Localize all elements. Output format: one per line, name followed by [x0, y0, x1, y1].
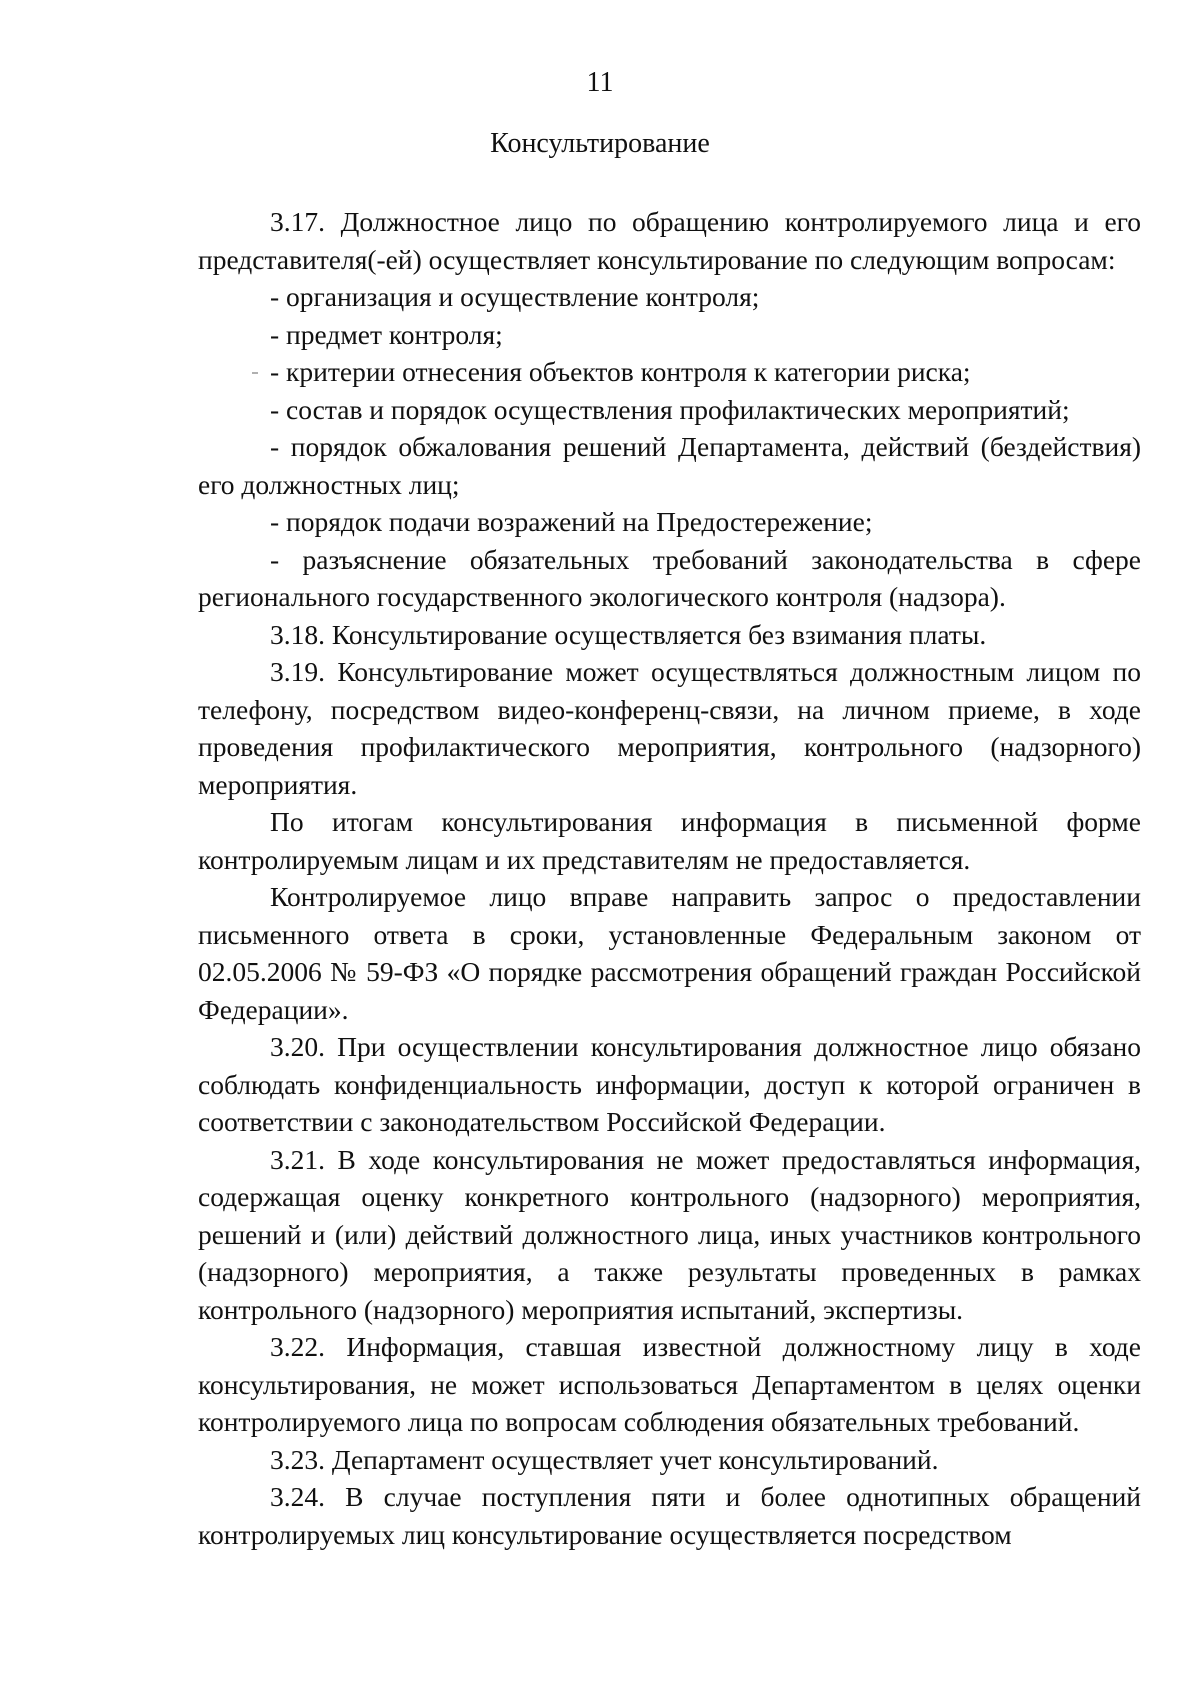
paragraph-3-21: 3.21. В ходе консультирования не может предоставляться информация, содержащая оценку конкретного контрольного (надзорного) мероприятия, решений и (или) действий должностного лица, иных участников контрольного (надзорного) мероприятия, а также результаты проведенных в рамках контрольного (надзорного) мероприятия испытаний, экспертизы.	[198, 1143, 1141, 1325]
paragraph-3-24: 3.24. В случае поступления пяти и более однотипных обращений контролируемых лиц консультирование осуществляется посредством	[198, 1481, 1141, 1550]
list-item: - разъяснение обязательных требований законодательства в сфере регионального государственного экологического контроля (надзора).	[198, 543, 1141, 612]
list-item: - состав и порядок осуществления профилактических мероприятий;	[270, 393, 1070, 425]
document-body	[198, 203, 1141, 1553]
paragraph-3-20: 3.20. При осуществлении консультирования должностное лицо обязано соблюдать конфиденциальность информации, доступ к которой ограничен в соответствии с законодательством Российской Федерации.	[198, 1031, 1141, 1137]
paragraph-3-23: 3.23. Департамент осуществляет учет консультирований.	[270, 1443, 939, 1475]
list-item: - порядок подачи возражений на Предостережение;	[270, 506, 873, 537]
list-item: - предмет контроля;	[270, 318, 503, 350]
paragraph-3-22: 3.22. Информация, ставшая известной должностному лицу в ходе консультирования, не может использоваться Департаментом в целях оценки контролируемого лица по вопросам соблюдения обязательных требований.	[198, 1331, 1141, 1437]
paragraph-3-19: 3.19. Консультирование может осуществляться должностным лицом по телефону, посредством видео-конференц-связи, на личном приеме, в ходе проведения профилактического мероприятия, контрольного (надзорного) мероприятия.	[198, 656, 1141, 800]
section-title: Консультирование	[490, 128, 710, 159]
paragraph-3-17: 3.17. Должностное лицо по обращению контролируемого лица и его представителя(-ей) осуществляет консультирование по следующим вопросам:	[198, 206, 1141, 275]
paragraph-3-18: 3.18. Консультирование осуществляется без взимания платы.	[270, 618, 987, 650]
list-item: - организация и осуществление контроля;	[270, 281, 760, 312]
list-item: - критерии отнесения объектов контроля к категории риска;	[270, 356, 971, 387]
paragraph: Контролируемое лицо вправе направить запрос о предоставлении письменного ответа в сроки, установленные Федеральным законом от 02.05.2006 № 59-ФЗ «О порядке рассмотрения обращений граждан Российской Федерации».	[198, 881, 1141, 1025]
paragraph: По итогам консультирования информация в письменной форме контролируемым лицам и их представителям не предоставляется.	[198, 806, 1141, 875]
page-number: 11	[586, 67, 614, 98]
list-item: - порядок обжалования решений Департамента, действий (бездействия) его должностных лиц;	[198, 431, 1141, 500]
